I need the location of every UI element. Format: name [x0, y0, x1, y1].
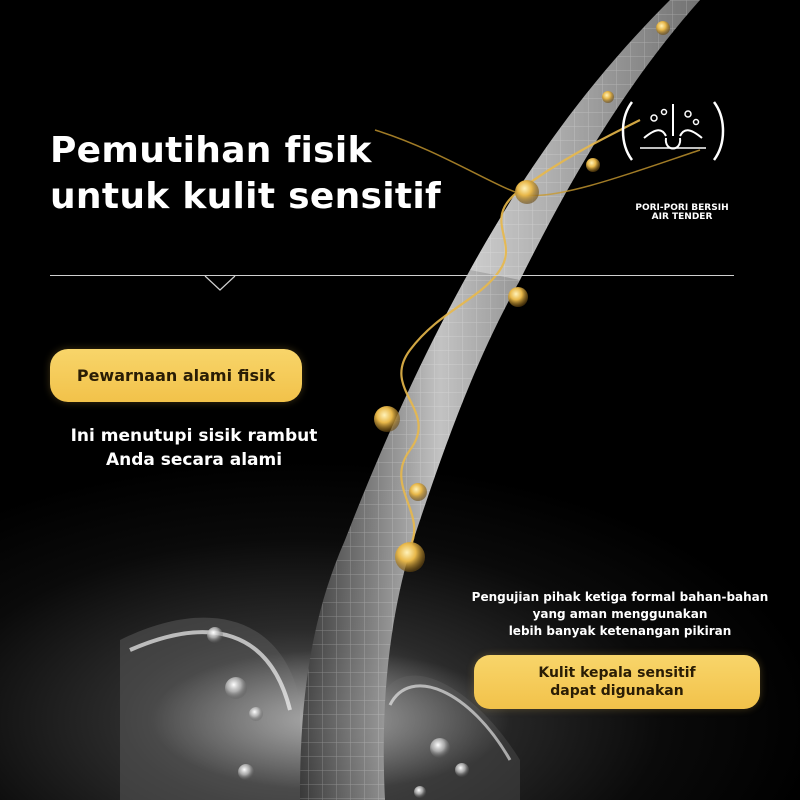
coverage-description-line-1: Ini menutupi sisik rambut [70, 426, 318, 446]
page-title [50, 128, 441, 220]
headline-line-1: Pemutihan fisik [50, 130, 372, 171]
sensitive-scalp-badge-line-2: dapat digunakan [550, 683, 684, 699]
sensitive-scalp-badge [474, 655, 760, 709]
pore-callout-line-1: PORI-PORI BERSIH [635, 203, 729, 213]
testing-note-line-2: yang aman menggunakan [532, 607, 708, 621]
testing-note-line-3: lebih banyak ketenangan pikiran [508, 624, 732, 638]
testing-note-line-1: Pengujian pihak ketiga formal bahan-bahan [471, 590, 769, 604]
divider-line [50, 275, 734, 276]
third-party-testing-note [455, 589, 785, 640]
coverage-description [44, 424, 344, 472]
coverage-description-line-2: Anda secara alami [105, 450, 283, 470]
headline-line-2: untuk kulit sensitif [50, 176, 442, 217]
pore-callout-line-2: AIR TENDER [651, 212, 713, 222]
natural-coloring-badge: Pewarnaan alami fisik [50, 349, 302, 402]
sensitive-scalp-badge-line-1: Kulit kepala sensitif [538, 665, 696, 681]
pore-callout-label [612, 204, 752, 222]
hair-follicle-pore-icon [618, 96, 728, 166]
